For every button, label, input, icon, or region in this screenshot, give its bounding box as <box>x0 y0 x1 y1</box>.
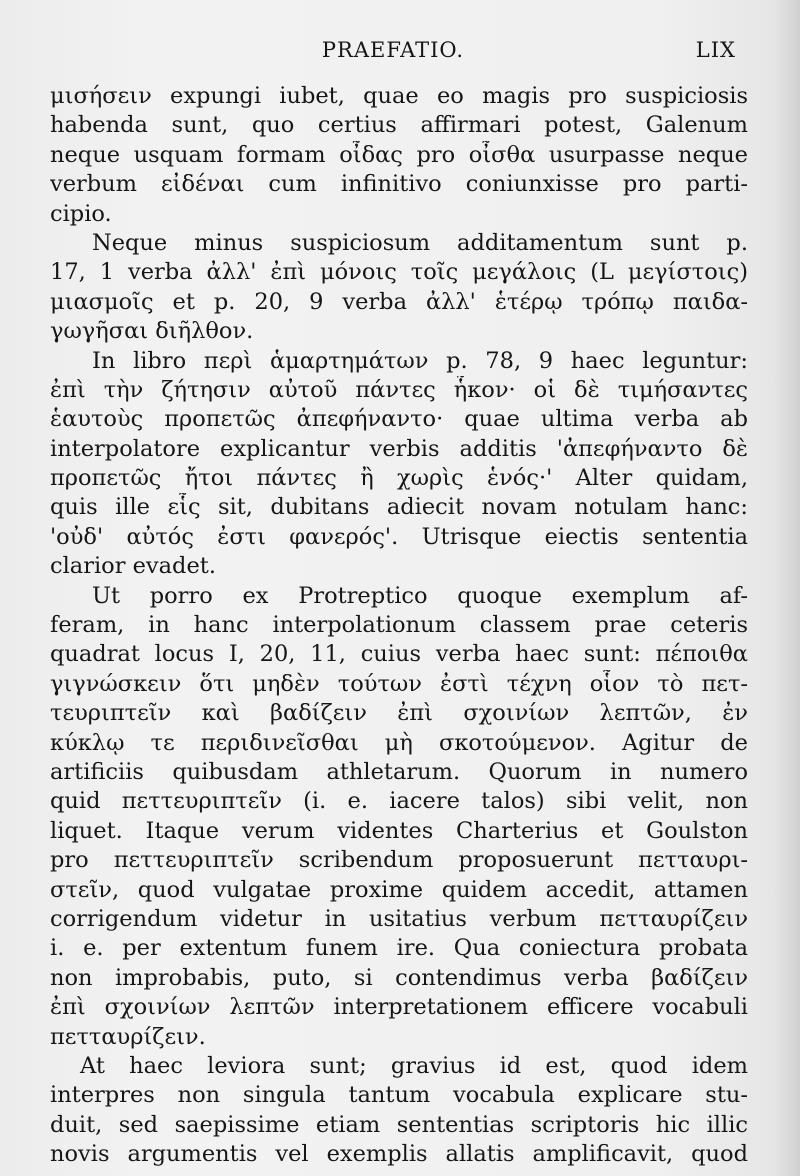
text-line: πετταυρίζειν. <box>50 1023 206 1050</box>
text-line: ἐπὶ σχοινίων λεπτῶν interpretationem efficere vocabuli <box>50 994 748 1021</box>
text-line: artificiis quibusdam athletarum. Quorum in numero <box>50 758 748 785</box>
text-line: cipio. <box>50 200 112 227</box>
paragraph-start: Ut porro ex Protreptico quoque exemplum af- <box>92 582 748 609</box>
page-edge-shadow <box>772 0 800 1176</box>
text-line: γιγνώσκειν ὅτι μηδὲν τούτων ἐστὶ τέχνη οἷον τὸ πετ- <box>50 670 748 697</box>
page-number: LIX <box>695 38 736 62</box>
text-line: quis ille εἷς sit, dubitans adiecit novam notulam hanc: <box>50 494 748 521</box>
text-line: 'οὐδ' αὐτός ἐστι φανερός'. Utrisque eiectis sententia <box>50 523 748 550</box>
text-line: στεῖν, quod vulgatae proxime quidem accedit, attamen <box>50 876 748 903</box>
running-title: PRAEFATIO. <box>321 38 465 62</box>
text-line: τευριπτεῖν καὶ βαδίζειν ἐπὶ σχοινίων λεπτῶν, ἐν <box>50 700 748 727</box>
text-line: μισήσειν expungi iubet, quae eo magis pro suspiciosis <box>50 83 748 109</box>
text-line: 17, 1 verba ἀλλ' ἐπὶ μόνοις τοῖς μεγάλοις (L μεγίστοις) <box>50 259 748 286</box>
text-line: clarior evadet. <box>50 553 216 580</box>
text-line: novis argumentis vel exemplis allatis amplificavit, quod <box>50 1141 748 1168</box>
text-line: κύκλῳ τε περιδινεῖσθαι μὴ σκοτούμενον. Agitur de <box>50 729 748 756</box>
paragraph-start: Neque minus suspiciosum additamentum sunt p. <box>92 229 748 256</box>
text-line: i. e. per extentum funem ire. Qua coniectura probata <box>50 935 748 962</box>
text-line: non improbabis, puto, si contendimus verba βαδίζειν <box>50 964 748 991</box>
text-line: προπετῶς ἤτοι πάντες ἢ χωρὶς ἑνός·' Alter quidam, <box>50 465 748 492</box>
text-line: corrigendum videtur in usitatius verbum πετταυρίζειν <box>50 905 748 932</box>
text-line: quid πεττευριπτεῖν (i. e. iacere talos) sibi velit, non <box>50 788 748 815</box>
text-line: feram, in hanc interpolationum classem prae ceteris <box>50 612 748 639</box>
paragraph-start: At haec leviora sunt; gravius id est, quod idem <box>80 1052 748 1079</box>
text-line: neque usquam formam οἶδας pro οἶσθα usurpasse neque <box>50 141 748 168</box>
text-line: ἑαυτοὺς προπετῶς ἀπεφήναντο· quae ultima verba ab <box>50 406 748 433</box>
body-text <box>50 82 748 1169</box>
text-line: liquet. Itaque verum videntes Charterius et Goulston <box>50 817 748 844</box>
text-line: interpres non singula tantum vocabula explicare stu- <box>50 1082 748 1109</box>
text-line: μιασμοῖς et p. 20, 9 verba ἀλλ' ἑτέρῳ τρόπῳ παιδα- <box>50 288 748 315</box>
text-line: ἐπὶ τὴν ζήτησιν αὐτοῦ πάντες ἧκον· οἱ δὲ τιμήσαντες <box>50 376 748 403</box>
text-line: interpolatore explicantur verbis additis 'ἀπεφήναντο δὲ <box>50 435 748 462</box>
running-header <box>50 38 736 66</box>
text-line: quadrat locus I, 20, 11, cuius verba haec sunt: πέποιθα <box>50 641 748 668</box>
text-line: verbum εἰδέναι cum infinitivo coniunxisse pro parti- <box>50 171 748 198</box>
text-line: γωγῆσαι διῆλθον. <box>50 318 254 345</box>
text-line: duit, sed saepissime etiam sententias scriptoris hic illic <box>50 1111 748 1138</box>
text-line: habenda sunt, quo certius affirmari potest, Galenum <box>50 112 748 139</box>
text-line: pro πεττευριπτεῖν scribendum proposuerunt πετταυρι- <box>50 847 748 874</box>
paragraph-start: In libro περὶ ἁμαρτημάτων p. 78, 9 haec leguntur: <box>92 347 748 374</box>
